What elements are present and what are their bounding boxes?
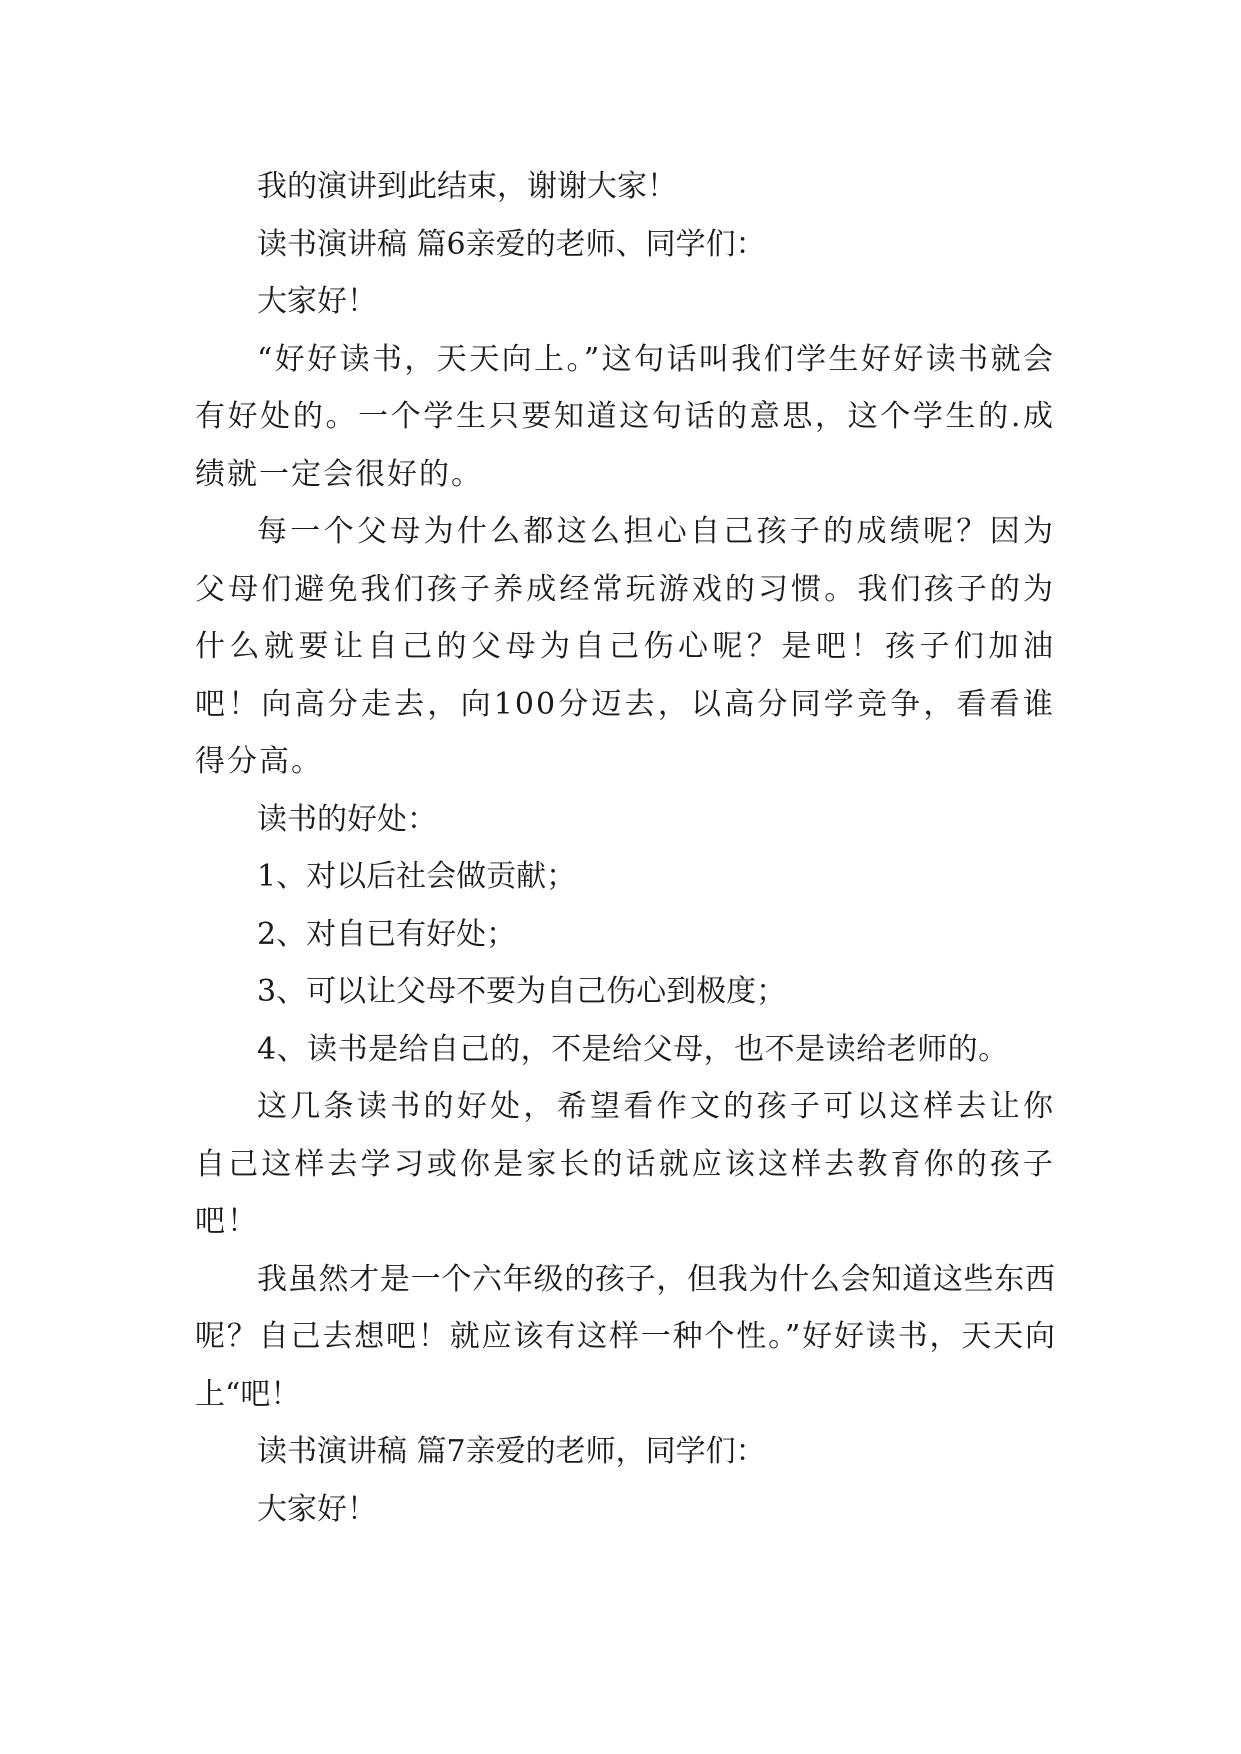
greeting: 大家好！ [257, 1491, 377, 1527]
speech-7-heading: 读书演讲稿 篇7亲爱的老师，同学们： [257, 1434, 766, 1469]
benefits-heading: 读书的好处： [257, 801, 437, 837]
document-body [195, 158, 1055, 1538]
closing-line: 我的演讲到此结束，谢谢大家！ [257, 169, 677, 204]
body-paragraph: 我虽然才是一个六年级的孩子，但我为什么会知道这些东西呢？自己去想吧！就应该有这样一种个性。”好好读书，天天向上“吧！ [195, 1261, 1055, 1412]
speech-6-heading: 读书演讲稿 篇6亲爱的老师、同学们： [257, 226, 766, 262]
body-paragraph: 每一个父母为什么都这么担心自己孩子的成绩呢？因为父母们避免我们孩子养成经常玩游戏的习惯。我们孩子的为什么就要让自己的父母为自己伤心呢？是吧！孩子们加油吧！向高分走去，向100分迈去，以高分同学竞争，看看谁得分高。 [195, 514, 1055, 779]
greeting: 大家好！ [257, 284, 377, 319]
list-item: 2、对自已有好处； [257, 916, 517, 952]
body-paragraph: “好好读书，天天向上。”这句话叫我们学生好好读书就会有好处的。一个学生只要知道这句话的意思，这个学生的.成绩就一定会很好的。 [195, 341, 1055, 492]
list-item: 3、可以让父母不要为自己伤心到极度； [257, 974, 787, 1009]
body-paragraph: 这几条读书的好处，希望看作文的孩子可以这样去让你自己这样去学习或你是家长的话就应该这样去教育你的孩子吧！ [195, 1089, 1055, 1239]
list-item: 4、读书是给自己的，不是给父母，也不是读给老师的。 [257, 1031, 1009, 1067]
list-item: 1、对以后社会做贡献； [257, 859, 577, 894]
